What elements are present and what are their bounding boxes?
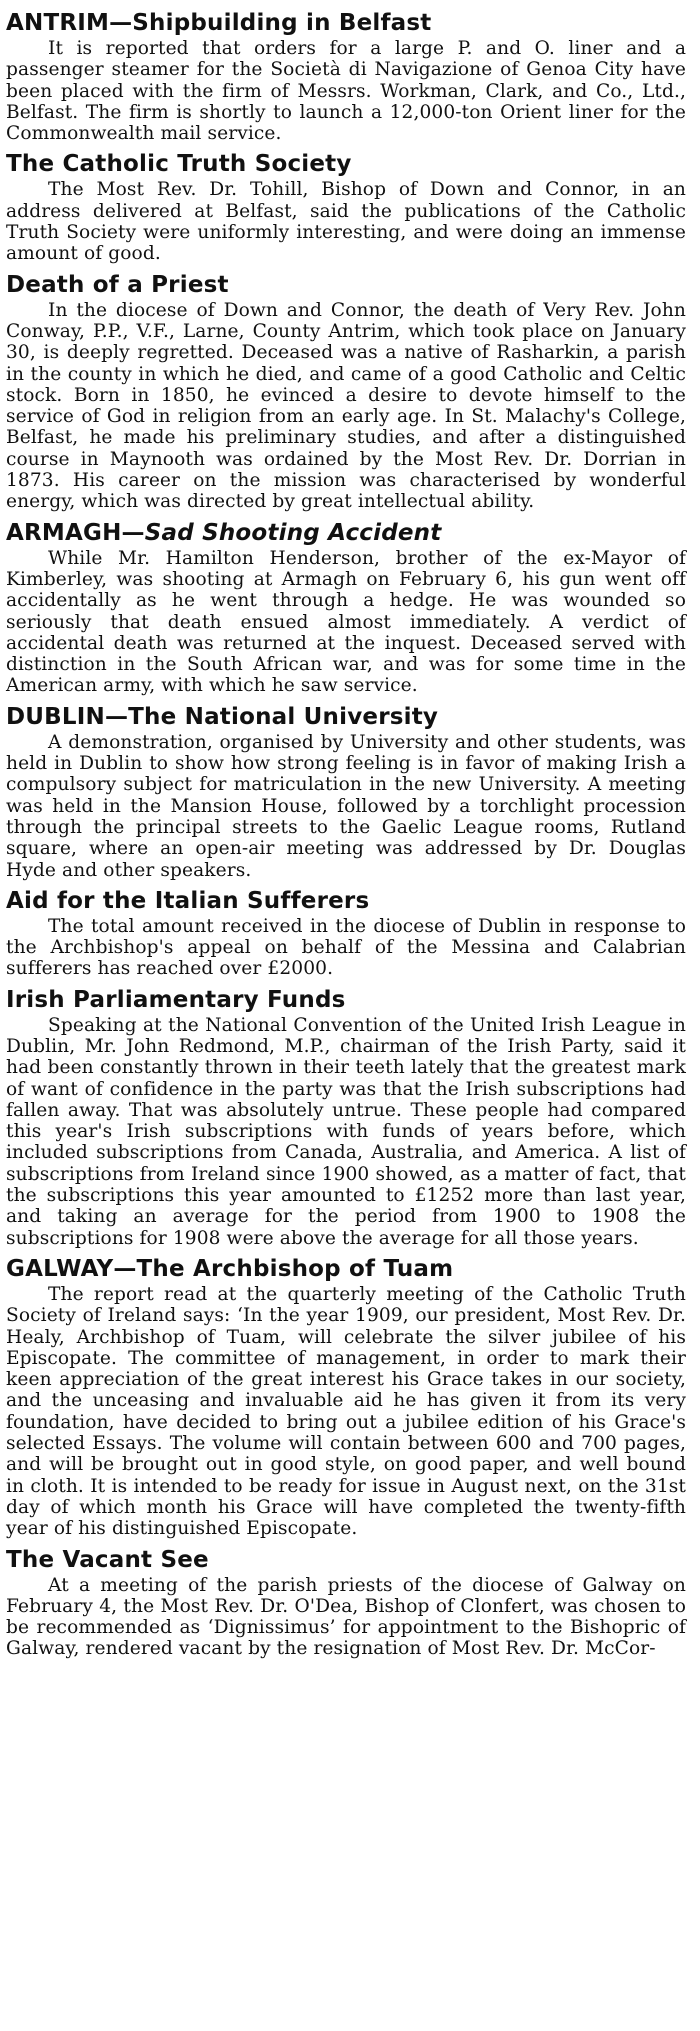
article-antrim-shipbuilding [6, 8, 686, 144]
article-heading [6, 149, 686, 179]
heading-place: ANTRIM— [6, 10, 133, 36]
article-catholic-truth-society [6, 149, 686, 264]
article-body: In the diocese of Down and Connor, the death of Very Rev. John Conway, P.P., V.F., Larne, County Antrim, which took place on January 30, is deeply regretted. Deceased was a native of Rasharkin, a parish in the county in which he died, and came of a good Catholic and Celtic stock. Born in 1850, he evinced a desire to devote himself to the service of God in religion from an early age. In St. Malachy's College, Belfast, he made his preliminary studies, and after a distinguished course in Maynooth was ordained by the Most Rev. Dr. Dorrian in 1873. His career on the mission was characterised by wonderful energy, which was directed by great intellectual ability. [6, 299, 686, 513]
article-heading [6, 985, 686, 1015]
article-parliamentary-funds [6, 985, 686, 1249]
heading-subject: Shipbuilding in Belfast [132, 10, 432, 36]
heading-subject: The Archbishop of Tuam [136, 1255, 454, 1282]
article-galway-archbishop [6, 1254, 686, 1540]
article-dublin-university [6, 702, 686, 881]
article-body: The report read at the quarterly meeting of the Catholic Truth Society of Ireland says: ‘In the year 1909, our president, Most Rev. Dr. Healy, Archbishop of Tuam, will celebrate the silver jubilee of his Episcopate. The committee of management, in order to mark their keen appreciation of the great interest his Grace takes in our society, and the unceasing and invaluable aid he has given it from its very foundation, have decided to bring out a jubilee edition of his Grace's selected Essays. The volume will contain between 600 and 700 pages, and will be brought out in good style, on good paper, and well bound in cloth. It is intended to be ready for issue in August next, on the 31st day of which month his Grace will have completed the twenty-fifth year of his distinguished Episcopate. [6, 1283, 686, 1540]
article-body: At a meeting of the parish priests of the diocese of Galway on February 4, the Most Rev. Dr. O'Dea, Bishop of Clonfert, was chosen to be recommended as ‘Dignissimus’ for appointment to the Bishopric of Galway, rendered vacant by the resignation of Most Rev. Dr. McCor- [6, 1574, 686, 1660]
heading-place: ARMAGH— [6, 519, 145, 546]
heading-subject: The Catholic Truth Society [6, 151, 352, 178]
article-vacant-see [6, 1545, 686, 1660]
article-heading [6, 1545, 686, 1575]
heading-subject: Aid for the Italian Sufferers [6, 887, 370, 914]
heading-place: DUBLIN— [6, 703, 129, 730]
article-body: Speaking at the National Convention of the United Irish League in Dublin, Mr. John Redmond, M.P., chairman of the Irish Party, said it had been constantly thrown in their teeth lately that the greatest mark of want of confidence in the party was that the Irish subscriptions had fallen away. That was absolutely untrue. These people had compared this year's Irish subscriptions with funds of years before, which included subscriptions from Canada, Australia, and America. A list of subscriptions from Ireland since 1900 showed, as a matter of fact, that the subscriptions this year amounted to £1252 more than last year, and taking an average for the period from 1900 to 1908 the subscriptions for 1908 were above the average for all those years. [6, 1014, 686, 1249]
article-body: While Mr. Hamilton Henderson, brother of the ex-Mayor of Kimberley, was shooting at Armagh on February 6, his gun went off accidentally as he went through a hedge. He was wounded so seriously that death ensued almost immediately. A verdict of accidental death was returned at the inquest. Deceased served with distinction in the South African war, and was for some time in the American army, with which he saw service. [6, 547, 686, 697]
article-body: A demonstration, organised by University and other students, was held in Dublin to show how strong feeling is in favor of making Irish a compulsory subject for matriculation in the new University. A meeting was held in the Mansion House, followed by a torchlight procession through the principal streets to the Gaelic League rooms, Rutland square, where an open-air meeting was addressed by Dr. Douglas Hyde and other speakers. [6, 731, 686, 881]
article-body: It is reported that orders for a large P. and O. liner and a passenger steamer for the Società di Navigazione of Genoa City have been placed with the firm of Messrs. Workman, Clark, and Co., Ltd., Belfast. The firm is shortly to launch a 12,000-ton Orient liner for the Commonwealth mail service. [6, 38, 686, 145]
article-heading [6, 270, 686, 300]
article-heading [6, 886, 686, 916]
article-italian-sufferers [6, 886, 686, 980]
heading-subject: Irish Parliamentary Funds [6, 986, 346, 1013]
heading-place: GALWAY— [6, 1255, 137, 1282]
article-death-of-priest [6, 270, 686, 513]
heading-subject: The Vacant See [6, 1546, 209, 1573]
heading-subject: Death of a Priest [6, 271, 229, 298]
heading-subject: The National University [128, 703, 439, 730]
article-body: The total amount received in the diocese of Dublin in response to the Archbishop's appeal on behalf of the Messina and Calabrian sufferers has reached over £2000. [6, 915, 686, 980]
heading-subject: Sad Shooting Accident [144, 519, 442, 546]
article-heading [6, 518, 686, 548]
article-heading [6, 702, 686, 732]
article-heading [6, 8, 686, 38]
article-armagh-shooting [6, 518, 686, 697]
article-body: The Most Rev. Dr. Tohill, Bishop of Down and Connor, in an address delivered at Belfast, said the publications of the Catholic Truth Society were uniformly interesting, and were doing an immense amount of good. [6, 179, 686, 265]
article-heading [6, 1254, 686, 1284]
